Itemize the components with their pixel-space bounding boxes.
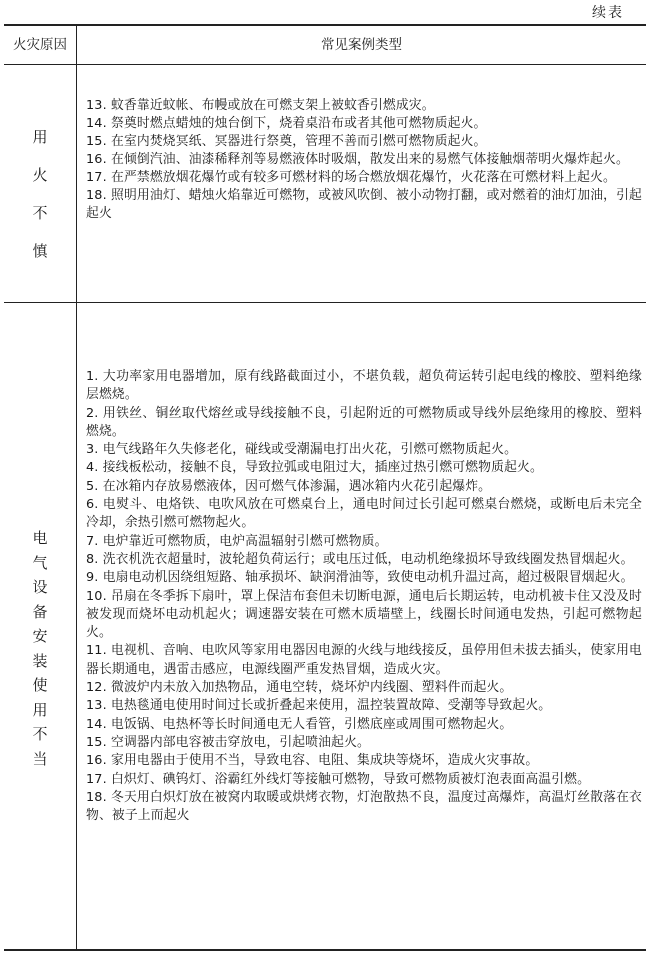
list-item: 18. 照明用油灯、蜡烛火焰靠近可燃物，或被风吹倒、被小动物打翻，或对燃着的油灯加油，引起起火 xyxy=(86,188,642,221)
list-item: 7. 电炉靠近可燃物质，电炉高温辐射引燃可燃物质。 xyxy=(86,533,388,549)
list-item: 11. 电视机、音响、电吹风等家用电器因电源的火线与地线接反，虽停用但未拔去插头，使家用电器长期通电，遇雷击感应，电源线圈严重发热冒烟，造成火灾。 xyxy=(86,643,642,677)
header-divider xyxy=(4,64,646,65)
cause-char: 火 xyxy=(32,166,48,184)
row-1-cause xyxy=(4,118,76,270)
continued-label: 续表 xyxy=(592,5,624,21)
cause-char: 电 xyxy=(32,529,48,547)
cause-char: 用 xyxy=(32,700,48,719)
row-1-cases xyxy=(86,97,642,223)
list-item: 12. 微波炉内未放入加热物品，通电空转，烧坏炉内线圈、塑料件而起火。 xyxy=(86,680,513,696)
list-item: 4. 接线板松动，接触不良，导致拉弧或电阻过大，插座过热引燃可燃物质起火。 xyxy=(86,460,543,476)
cause-char: 用 xyxy=(32,128,48,146)
list-item: 16. 在倾倒汽油、油漆稀释剂等易燃液体时吸烟，散发出来的易燃气体接触烟蒂明火爆炸起火。 xyxy=(86,152,629,167)
list-item: 17. 白炽灯、碘钨灯、浴霸红外线灯等接触可燃物，导致可燃物质被灯泡表面高温引燃。 xyxy=(86,771,591,787)
cause-char: 安 xyxy=(32,627,48,645)
header-cases: 常见案例类型 xyxy=(321,37,402,53)
list-item: 5. 在冰箱内存放易燃液体，因可燃气体渗漏，遇冰箱内火花引起爆炸。 xyxy=(86,478,492,494)
list-item: 6. 电熨斗、电烙铁、电吹风放在可燃桌台上，通电时间过长引起可燃桌台燃烧，或断电后未完全冷却，余热引燃可燃物起火。 xyxy=(86,497,642,531)
list-item: 13. 蚊香靠近蚊帐、布幔或放在可燃支架上被蚊香引燃成灾。 xyxy=(86,98,435,113)
row-divider xyxy=(4,302,646,303)
list-item: 15. 在室内焚烧冥纸、冥器进行祭奠，管理不善而引燃可燃物质起火。 xyxy=(86,134,487,149)
list-item: 13. 电热毯通电使用时间过长或折叠起来使用，温控装置故障、受潮等导致起火。 xyxy=(86,698,552,714)
cause-char: 当 xyxy=(32,749,48,768)
list-item: 15. 空调器内部电容被击穿放电，引起喷油起火。 xyxy=(86,734,370,750)
cause-char: 不 xyxy=(32,725,48,743)
cause-char: 不 xyxy=(32,204,48,222)
cause-char: 装 xyxy=(32,651,48,670)
list-item: 14. 祭奠时燃点蜡烛的烛台倒下，烧着桌沿布或者其他可燃物质起火。 xyxy=(86,116,487,131)
list-item: 14. 电饭锅、电热杯等长时间通电无人看管，引燃底座或周围可燃物起火。 xyxy=(86,716,513,732)
list-item: 9. 电扇电动机因绕组短路、轴承损坏、缺润滑油等，致使电动机升温过高，超过极限冒烟起火。 xyxy=(86,570,634,586)
table-top-border xyxy=(4,24,646,26)
list-item: 8. 洗衣机洗衣超量时，波轮超负荷运行；或电压过低，电动机绝缘损坏导致线圈发热冒烟起火。 xyxy=(86,551,634,567)
cause-char: 使 xyxy=(32,676,48,694)
cause-char: 气 xyxy=(32,553,48,572)
list-item: 17. 在严禁燃放烟花爆竹或有较多可燃材料的场合燃放烟花爆竹，火花落在可燃材料上起火。 xyxy=(86,170,616,185)
header-cause: 火灾原因 xyxy=(13,37,67,53)
cause-char: 备 xyxy=(32,602,48,621)
row-2-cause xyxy=(4,526,76,771)
list-item: 10. 吊扇在冬季拆下扇叶，罩上保洁布套但未切断电源，通电后长期运转，电动机被卡住又没及时被发现而烧坏电动机起火；调速器安装在可燃木质墙壁上，线圈长时间通电发热，引起可燃物起火。 xyxy=(86,588,642,641)
list-item: 18. 冬天用白炽灯放在被窝内取暖或烘烤衣物，灯泡散热不良，温度过高爆炸，高温灯丝散落在衣物、被子上而起火 xyxy=(86,789,642,824)
column-divider xyxy=(76,24,77,950)
list-item: 16. 家用电器由于使用不当，导致电容、电阻、集成块等烧坏，造成火灾事故。 xyxy=(86,753,539,769)
cause-char: 慎 xyxy=(32,242,48,260)
cause-char: 设 xyxy=(32,578,48,596)
row-2-cases xyxy=(86,368,642,825)
table-bottom-border xyxy=(4,949,646,951)
list-item: 1. 大功率家用电器增加，原有线路截面过小，不堪负载，超负荷运转引起电线的橡胶、塑料绝缘层燃烧。 xyxy=(86,369,642,403)
list-item: 3. 电气线路年久失修老化，碰线或受潮漏电打出火花，引燃可燃物质起火。 xyxy=(86,442,518,458)
list-item: 2. 用铁丝、铜丝取代熔丝或导线接触不良，引起附近的可燃物质或导线外层绝缘用的橡胶、塑料燃烧。 xyxy=(86,405,642,439)
